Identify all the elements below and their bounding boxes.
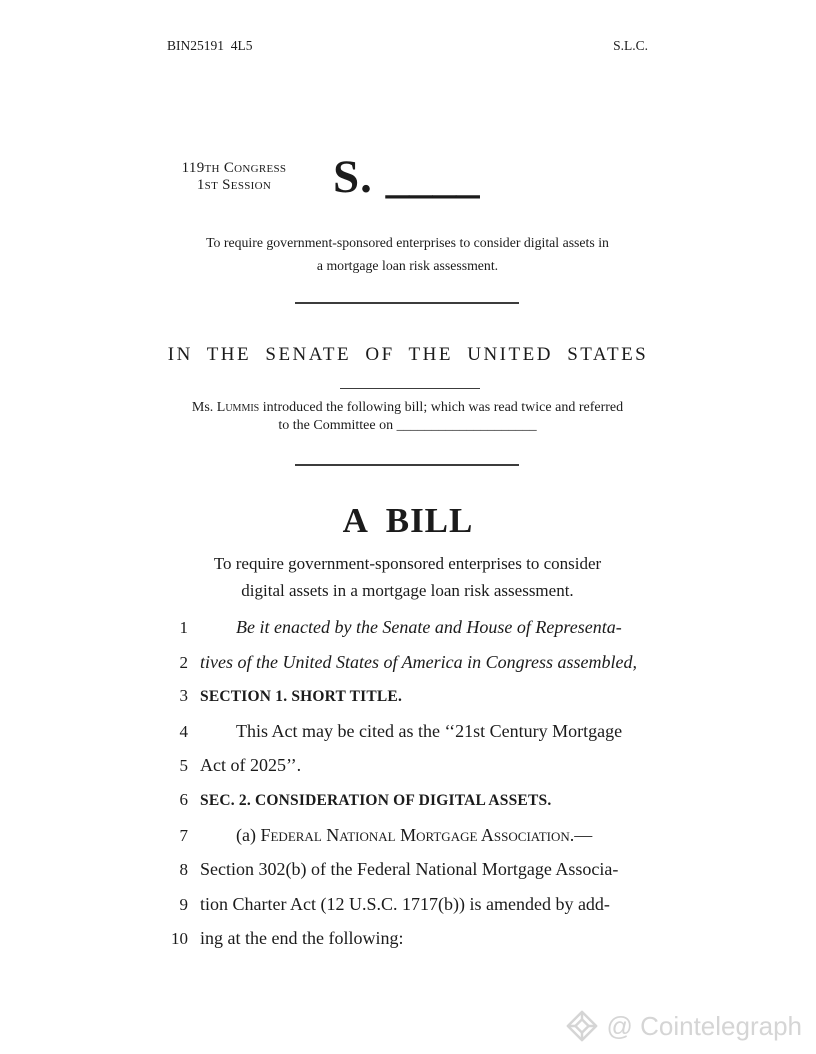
horizontal-rule — [295, 464, 519, 466]
running-header — [167, 38, 648, 54]
line-number: 2 — [179, 652, 188, 672]
bill-line — [167, 852, 661, 887]
line-text-smallcaps: Federal National Mortgage Association — [260, 824, 570, 845]
committee-blank: ____________________ — [396, 418, 537, 433]
official-title-summary — [167, 231, 648, 277]
line-text: tion Charter Act (12 U.S.C. 1717(b)) is amended by add- — [200, 893, 610, 914]
congress-label: 119th Congress — [181, 160, 287, 176]
sponsor-name: Lummis — [216, 400, 260, 415]
summary-line: a mortgage loan risk assessment. — [316, 258, 499, 273]
bill-line — [167, 645, 661, 680]
bill-letter: S. — [333, 151, 373, 203]
sponsor-line — [157, 399, 658, 417]
line-text: Act of 2025’’. — [200, 755, 302, 776]
cointelegraph-logo-icon — [565, 1009, 599, 1043]
summary-line: To require government-sponsored enterprises to consider digital assets in — [206, 235, 609, 250]
line-number: 7 — [179, 825, 188, 845]
line-text-suffix: .— — [569, 824, 593, 845]
bill-number — [333, 152, 480, 202]
line-text — [200, 825, 592, 845]
bill-line — [167, 679, 661, 714]
line-text: ing at the end the following: — [200, 928, 404, 949]
bill-title: A BILL — [342, 501, 474, 540]
line-number: 8 — [179, 860, 188, 880]
line-number: 6 — [179, 789, 188, 809]
bill-line — [167, 783, 661, 818]
line-number: 1 — [179, 618, 188, 637]
bill-description — [167, 550, 648, 604]
bill-line — [167, 921, 661, 956]
bill-description-line: digital assets in a mortgage loan risk assessment. — [241, 581, 574, 600]
line-text-prefix: (a) — [236, 824, 261, 845]
bill-line — [167, 748, 661, 783]
bill-line — [167, 610, 661, 645]
line-text: This Act may be cited as the ‘‘21st Century Mortgage — [236, 720, 623, 741]
watermark-text: @ Cointelegraph — [606, 1010, 802, 1041]
committee-line — [157, 417, 658, 435]
sponsor-statement — [157, 399, 658, 435]
header-doc-code: BIN25191 4L5 — [167, 38, 253, 53]
sponsor-rest: introduced the following bill; which was read twice and referred — [259, 400, 624, 415]
congress-session-block — [165, 160, 303, 194]
line-text: Section 302(b) of the Federal National Mortgage Associa- — [200, 859, 619, 880]
bill-line — [167, 714, 661, 749]
bill-line — [167, 887, 661, 922]
bill-description-line: To require government-sponsored enterprises to consider — [213, 554, 602, 573]
line-text: tives of the United States of America in Congress assembled, — [200, 651, 637, 672]
line-number: 5 — [179, 756, 188, 776]
line-number: 3 — [179, 686, 188, 706]
horizontal-rule — [340, 388, 480, 389]
committee-text: to the Committee on — [278, 418, 397, 433]
senate-heading: IN THE SENATE OF THE UNITED STATES — [167, 344, 649, 365]
line-number: 4 — [179, 721, 188, 741]
header-slc: S.L.C. — [613, 38, 648, 53]
line-text: SECTION 1. SHORT TITLE. — [200, 688, 403, 706]
line-text: Be it enacted by the Senate and House of Representa- — [236, 617, 622, 637]
horizontal-rule — [295, 302, 519, 304]
bill-line — [167, 818, 661, 853]
line-number: 10 — [171, 929, 188, 949]
sponsor-prefix: Ms. — [191, 400, 217, 415]
watermark — [565, 1006, 802, 1046]
session-label: 1st Session — [196, 177, 272, 193]
line-number: 9 — [179, 894, 188, 914]
line-text: SEC. 2. CONSIDERATION OF DIGITAL ASSETS. — [200, 791, 552, 809]
bill-body — [167, 610, 661, 956]
bill-number-blank: ____ — [385, 151, 480, 203]
